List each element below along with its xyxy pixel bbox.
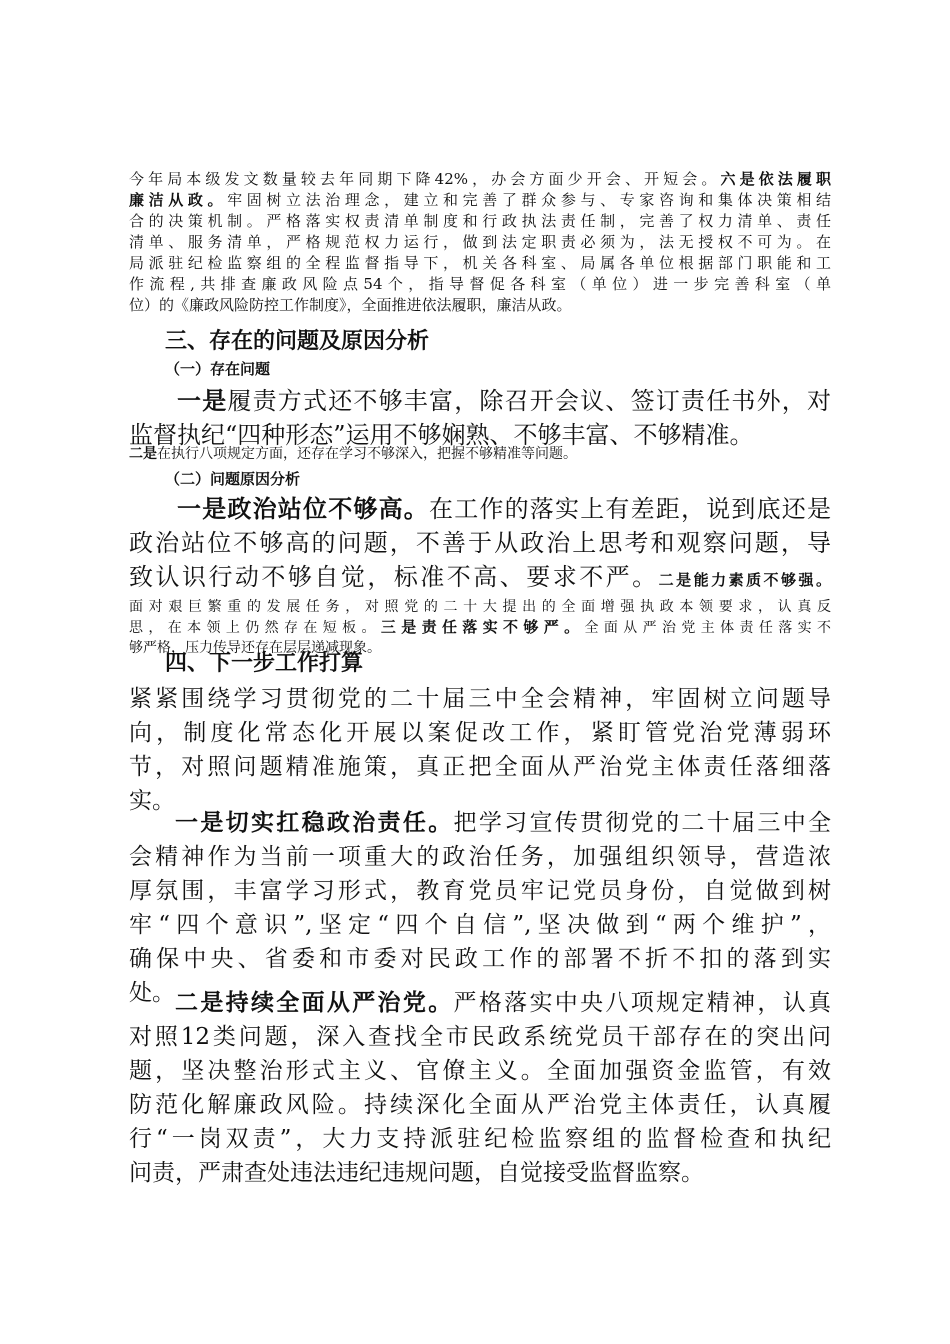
text-line: 会精神作为当前一项重大的政治任务，加强组织领导，营造浓 (129, 844, 831, 870)
subheading-existing-problems: （一）存在问题 (165, 360, 271, 378)
text-line: 一是履责方式还不够丰富，除召开会议、签订责任书外，对 (177, 387, 831, 415)
paragraph-problem-one (129, 384, 831, 452)
paragraph-next-steps-intro (129, 682, 831, 818)
text-line: 厚氛围，丰富学习形式，教育党员牢记党员身份，自觉做到树 (129, 878, 831, 904)
text-line: 位）的《廉政风险防控工作制度》，全面推进依法履职，廉洁从政。 (129, 296, 572, 314)
text-line: 局派驻纪检监察组的全程监督指导下，机关各科室、局属各单位根据部门职能和工 (129, 254, 831, 272)
text-line: 对照12类问题，深入查找全市民政系统党员干部存在的突出问 (129, 1024, 831, 1050)
subheading-cause-analysis: （二）问题原因分析 (165, 470, 301, 488)
text-line: 作流程,共排查廉政风险点54个，指导督促各科室（单位）进一步完善科室（单 (129, 275, 831, 293)
text-line: 二是在执行八项规定方面，还存在学习不够深入，把握不够精准等问题。 (129, 446, 577, 462)
text-line: 防范化解廉政风险。持续深化全面从严治党主体责任，认真履 (129, 1092, 831, 1118)
text-line: 牢“四个意识”,坚定“四个自信”,坚决做到“两个维护”， (129, 912, 831, 938)
text-line: 题，坚决整治形式主义、官僚主义。全面加强资金监管，有效 (129, 1058, 831, 1084)
text-line: 一是切实扛稳政治责任。把学习宣传贯彻党的二十届三中全 (175, 810, 831, 836)
section-heading-next-steps: 四、下一步工作打算 (165, 651, 364, 676)
text-line: 今年局本级发文数量较去年同期下降42%，办会方面少开会、开短会。六是依法履职 (129, 170, 831, 188)
paragraph-cause-analysis (129, 492, 831, 658)
text-line: 问责，严肃查处违法违纪违规问题，自觉接受监督监察。 (129, 1160, 704, 1186)
text-line: 向，制度化常态化开展以案促改工作，紧盯管党治党薄弱环 (129, 720, 831, 746)
section-heading-problems: 三、存在的问题及原因分析 (165, 329, 430, 354)
paragraph-lawful-governance (129, 169, 831, 316)
text-line: 够严格，压力传导还存在层层递减现象。 (129, 640, 381, 656)
text-line: 确保中央、省委和市委对民政工作的部署不折不扣的落到实 (129, 946, 831, 972)
paragraph-problem-two (129, 444, 831, 464)
text-line: 行“一岗双责”，大力支持派驻纪检监察组的监督检查和执纪 (129, 1126, 831, 1152)
text-line: 节，对照问题精准施策，真正把全面从严治党主体责任落细落 (129, 754, 831, 780)
paragraph-action-one (129, 806, 831, 1010)
text-line: 思，在本领上仍然存在短板。三是责任落实不够严。全面从严治党主体责任落实不 (129, 618, 831, 636)
text-line: 致认识行动不够自觉，标准不高、要求不严。二是能力素质不够强。 (129, 563, 831, 591)
text-line: 实。 (129, 788, 175, 814)
text-line: 清单、服务清单，严格规范权力运行，做到法定职责必须为，法无授权不可为。在 (129, 233, 831, 251)
text-line: 一是政治站位不够高。在工作的落实上有差距，说到底还是 (177, 495, 831, 523)
text-line: 政治站位不够高的问题，不善于从政治上思考和观察问题，导 (129, 529, 831, 557)
text-line: 二是持续全面从严治党。严格落实中央八项规定精神，认真 (175, 990, 831, 1016)
text-line: 处。 (129, 980, 175, 1006)
text-line: 监督执纪“四种形态”运用不够娴熟、不够丰富、不够精准。 (129, 421, 754, 449)
text-line: 廉洁从政。牢固树立法治理念，建立和完善了群众参与、专家咨询和集体决策相结 (129, 191, 831, 209)
text-line: 合的决策机制。严格落实权责清单制度和行政执法责任制，完善了权力清单、责任 (129, 212, 831, 230)
text-line: 紧紧围绕学习贯彻党的二十届三中全会精神，牢固树立问题导 (129, 686, 831, 712)
paragraph-action-two (129, 986, 831, 1190)
text-line: 面对艰巨繁重的发展任务，对照党的二十大提出的全面增强执政本领要求，认真反 (129, 599, 831, 615)
